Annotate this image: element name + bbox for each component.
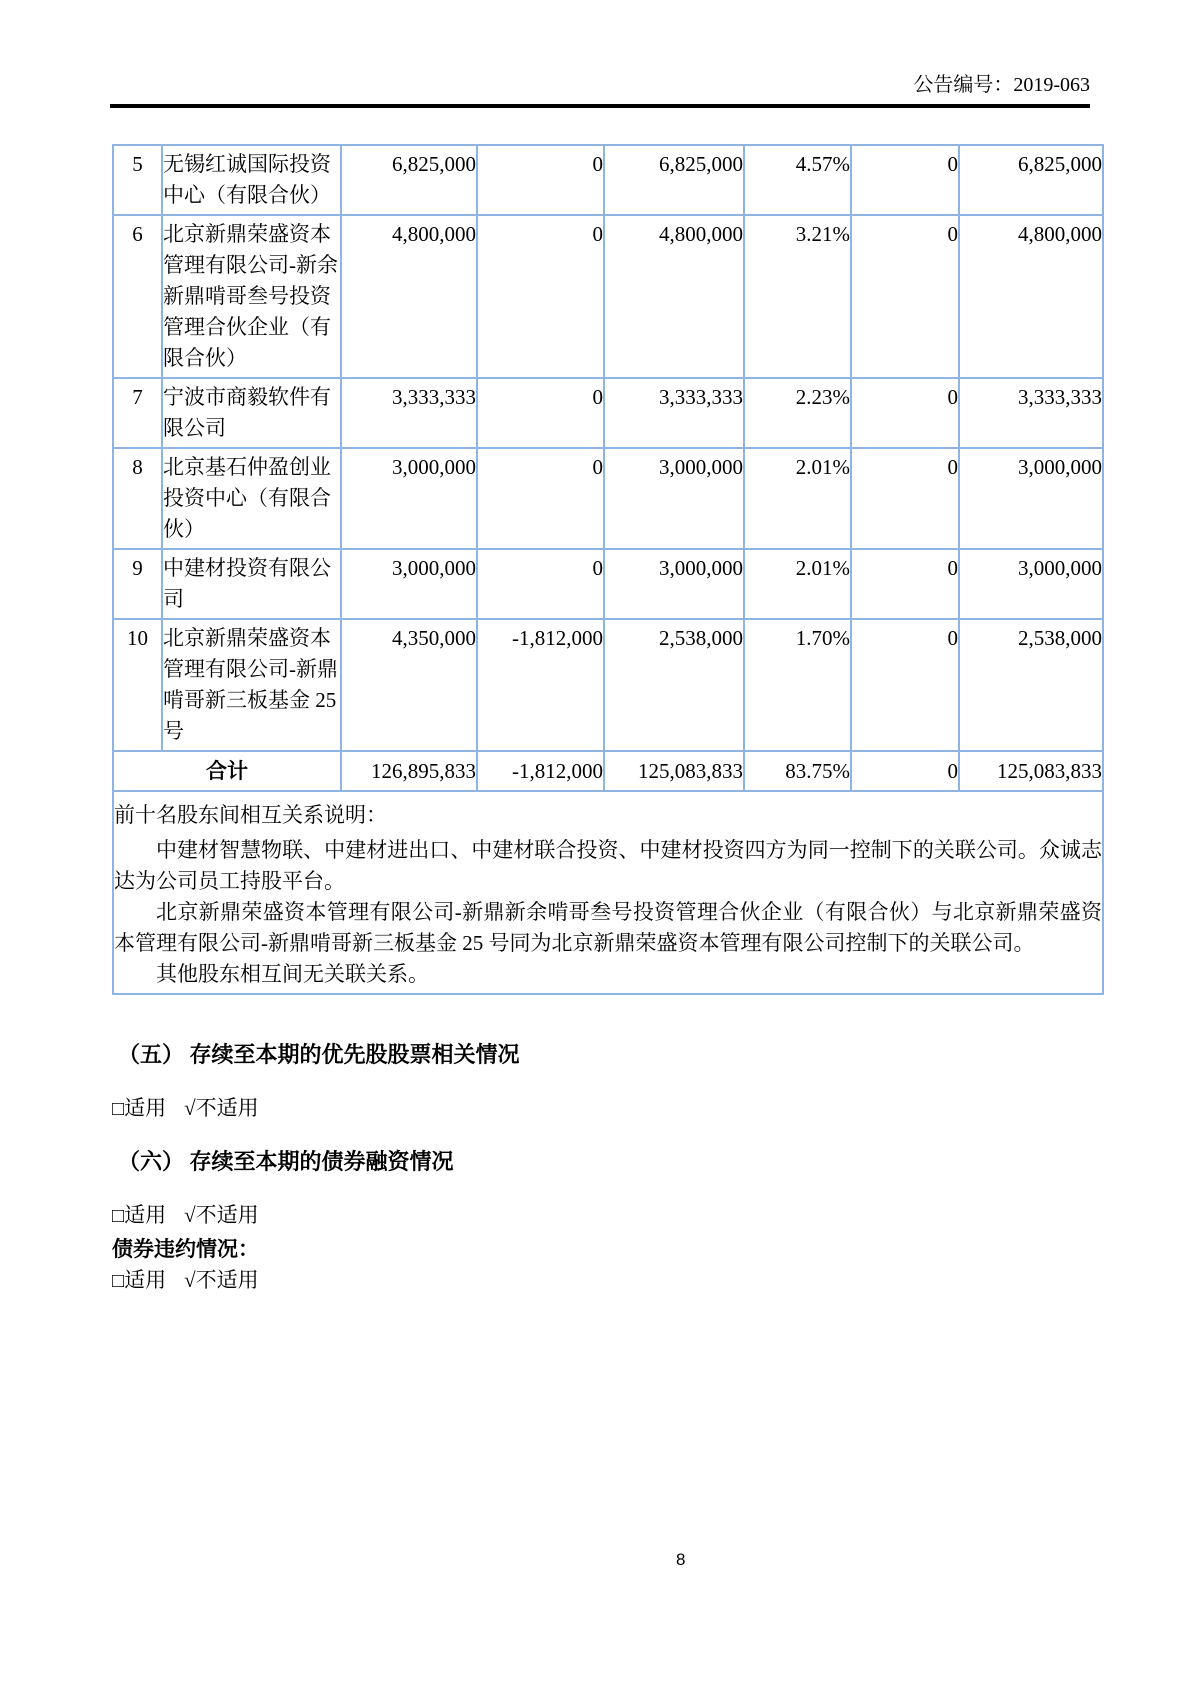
applicability-row [112, 1267, 1200, 1294]
cell-pledged: 0 [851, 448, 959, 549]
cell-name: 北京基石仲盈创业投资中心（有限合伙） [162, 448, 341, 549]
cell-change: 0 [477, 378, 604, 448]
cell-begin: 3,000,000 [341, 448, 477, 549]
cell-end: 2,538,000 [604, 619, 744, 751]
cell-name: 北京新鼎荣盛资本管理有限公司-新余新鼎啃哥叁号投资管理合伙企业（有限合伙） [162, 215, 341, 378]
cell-change: 0 [477, 145, 604, 215]
table-row [113, 619, 1103, 751]
cell-name: 北京新鼎荣盛资本管理有限公司-新鼎啃哥新三板基金 25 号 [162, 619, 341, 751]
doc-number: 公告编号：2019-063 [913, 74, 1090, 96]
cell-name: 无锡红诚国际投资中心（有限合伙） [162, 145, 341, 215]
notes-paragraph: 其他股东相互间无关联关系。 [156, 962, 429, 986]
total-change: -1,812,000 [477, 751, 604, 791]
cell-end: 3,333,333 [604, 378, 744, 448]
cell-percent: 2.01% [744, 448, 851, 549]
notes-paragraph: 中建材智慧物联、中建材进出口、中建材联合投资、中建材投资四方为同一控制下的关联公司。众诚志达为公司员工持股平台。 [114, 838, 1102, 893]
cell-unrestricted: 6,825,000 [959, 145, 1103, 215]
bond-default-label: 债券违约情况： [112, 1237, 259, 1261]
cell-unrestricted: 3,000,000 [959, 549, 1103, 619]
total-percent: 83.75% [744, 751, 851, 791]
checkbox-icon[interactable]: □ [112, 1270, 125, 1292]
table-row [113, 448, 1103, 549]
checkmark-icon: √ [184, 1203, 196, 1227]
total-end: 125,083,833 [604, 751, 744, 791]
cell-name: 中建材投资有限公司 [162, 549, 341, 619]
cell-begin: 4,350,000 [341, 619, 477, 751]
cell-percent: 1.70% [744, 619, 851, 751]
checkbox-icon[interactable]: □ [112, 1098, 125, 1120]
cell-percent: 2.23% [744, 378, 851, 448]
cell-end: 6,825,000 [604, 145, 744, 215]
total-begin: 126,895,833 [341, 751, 477, 791]
checkmark-icon: √ [184, 1096, 196, 1120]
cell-end: 3,000,000 [604, 448, 744, 549]
apply-label: 适用 [124, 1096, 167, 1120]
applicability-row [112, 1202, 1200, 1229]
cell-percent: 2.01% [744, 549, 851, 619]
cell-pledged: 0 [851, 215, 959, 378]
total-unrestricted: 125,083,833 [959, 751, 1103, 791]
cell-unrestricted: 4,800,000 [959, 215, 1103, 378]
table-row [113, 549, 1103, 619]
notes-paragraph: 北京新鼎荣盛资本管理有限公司-新鼎新余啃哥叁号投资管理合伙企业（有限合伙）与北京新鼎荣盛资本管理有限公司-新鼎啃哥新三板基金 25 号同为北京新鼎荣盛资本管理有限公司控制下的关联公司。 [114, 900, 1102, 955]
relationship-notes [113, 791, 1103, 994]
cell-rank: 7 [113, 378, 162, 448]
not-apply-label: 不适用 [195, 1203, 259, 1227]
cell-end: 4,800,000 [604, 215, 744, 378]
header-rule [110, 104, 1090, 108]
section-heading-6: （六） 存续至本期的债券融资情况 [118, 1149, 454, 1174]
cell-unrestricted: 3,333,333 [959, 378, 1103, 448]
cell-rank: 10 [113, 619, 162, 751]
table-row [113, 145, 1103, 215]
cell-begin: 6,825,000 [341, 145, 477, 215]
cell-begin: 3,000,000 [341, 549, 477, 619]
apply-label: 适用 [124, 1203, 167, 1227]
cell-rank: 6 [113, 215, 162, 378]
section-heading-5: （五） 存续至本期的优先股股票相关情况 [118, 1042, 520, 1067]
total-row [113, 751, 1103, 791]
table-row [113, 215, 1103, 378]
shareholder-table [112, 144, 1104, 995]
notes-title: 前十名股东间相互关系说明： [114, 803, 387, 827]
cell-percent: 3.21% [744, 215, 851, 378]
cell-pledged: 0 [851, 549, 959, 619]
cell-end: 3,000,000 [604, 549, 744, 619]
cell-unrestricted: 2,538,000 [959, 619, 1103, 751]
checkmark-icon: √ [184, 1268, 196, 1292]
cell-rank: 8 [113, 448, 162, 549]
cell-pledged: 0 [851, 378, 959, 448]
cell-name: 宁波市商毅软件有限公司 [162, 378, 341, 448]
notes-row [113, 791, 1103, 994]
total-label: 合计 [113, 751, 341, 791]
total-pledged: 0 [851, 751, 959, 791]
cell-begin: 4,800,000 [341, 215, 477, 378]
cell-unrestricted: 3,000,000 [959, 448, 1103, 549]
checkbox-icon[interactable]: □ [112, 1205, 125, 1227]
cell-percent: 4.57% [744, 145, 851, 215]
cell-pledged: 0 [851, 619, 959, 751]
apply-label: 适用 [124, 1268, 167, 1292]
page-number: 8 [676, 1550, 686, 1569]
not-apply-label: 不适用 [195, 1268, 259, 1292]
cell-change: -1,812,000 [477, 619, 604, 751]
cell-pledged: 0 [851, 145, 959, 215]
not-apply-label: 不适用 [195, 1096, 259, 1120]
cell-change: 0 [477, 215, 604, 378]
cell-rank: 5 [113, 145, 162, 215]
applicability-row [112, 1095, 1200, 1122]
table-row [113, 378, 1103, 448]
cell-change: 0 [477, 448, 604, 549]
cell-change: 0 [477, 549, 604, 619]
cell-begin: 3,333,333 [341, 378, 477, 448]
cell-rank: 9 [113, 549, 162, 619]
